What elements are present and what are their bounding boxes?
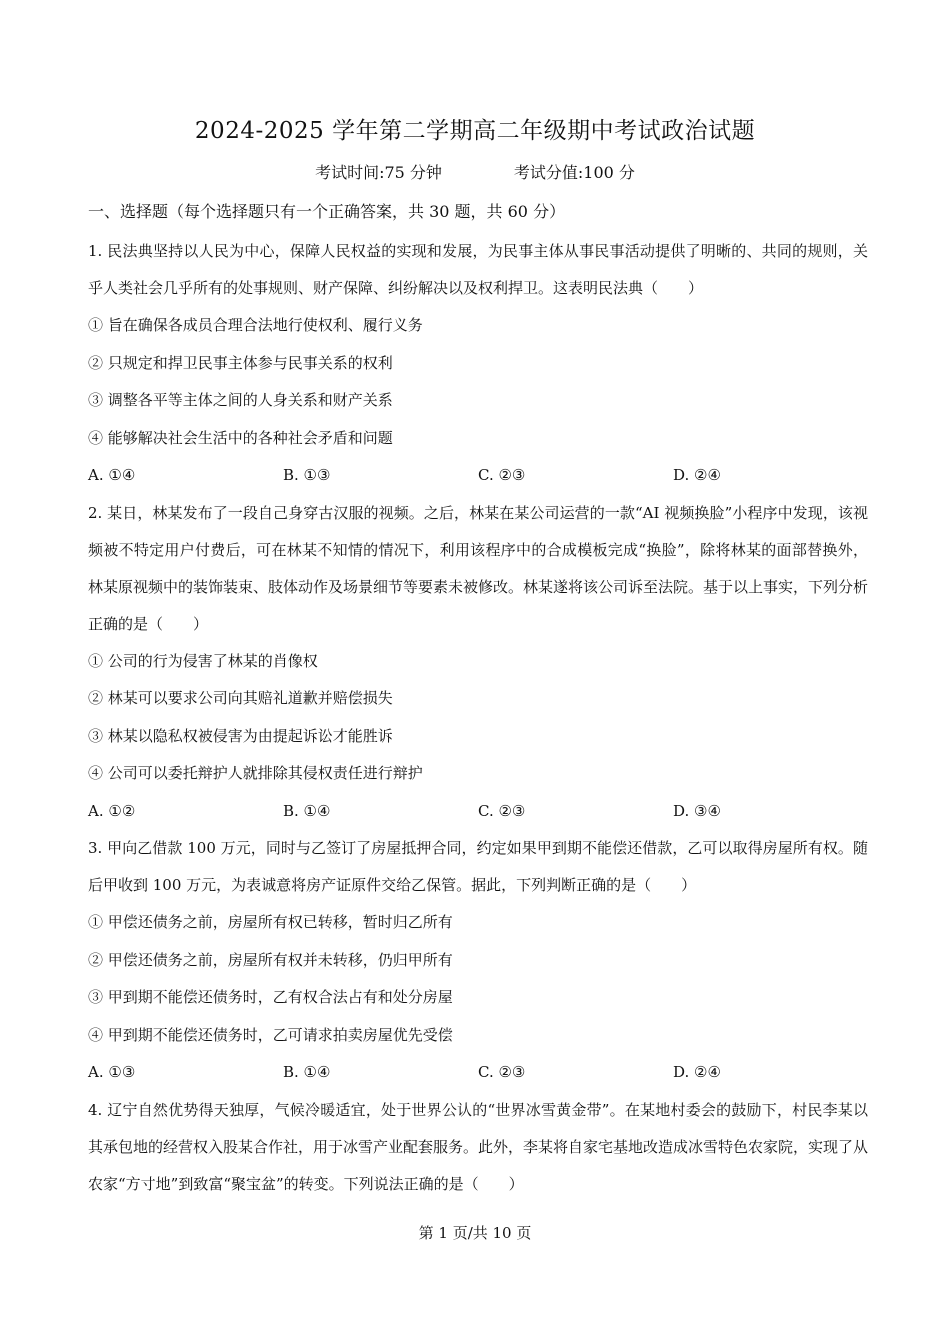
question-4: [88, 1092, 868, 1203]
choice-c: C. ②③: [478, 1063, 526, 1081]
option-statement: ② 林某可以要求公司向其赔礼道歉并赔偿损失: [88, 689, 393, 707]
option-statement: ④ 甲到期不能偿还债务时，乙可请求拍卖房屋优先受偿: [88, 1025, 453, 1044]
exam-content: [88, 196, 868, 1203]
question-2: [88, 495, 868, 831]
option-statement: ① 甲偿还债务之前，房屋所有权已转移，暂时归乙所有: [88, 913, 453, 931]
section-heading: 一、选择题（每个选择题只有一个正确答案，共 30 题，共 60 分）: [88, 202, 566, 221]
question-stem: 4. 辽宁自然优势得天独厚，气候冷暖适宜，处于世界公认的“世界冰雪黄金带”。在某地村委会的鼓励下，村民李某以其承包地的经营权入股某合作社，用于冰雪产业配套服务。此外，李某将自家宅基地改造成冰雪特色农家院，实现了从农家“方寸地”到致富“聚宝盆”的转变。下列说法正确的是（ ）: [88, 1100, 869, 1193]
exam-meta: [0, 160, 950, 183]
choice-d: D. ②④: [673, 466, 721, 484]
exam-score: 考试分值:100 分: [513, 163, 635, 182]
exam-time: 考试时间:75 分钟: [315, 163, 442, 182]
option-statement: ③ 调整各平等主体之间的人身关系和财产关系: [88, 391, 393, 409]
choice-c: C. ②③: [478, 801, 526, 820]
choice-c: C. ②③: [478, 466, 526, 484]
choice-a: A. ①③: [88, 1063, 136, 1081]
page-footer: 第 1 页/共 10 页: [418, 1224, 532, 1242]
option-statement: ① 公司的行为侵害了林某的肖像权: [88, 651, 318, 670]
choice-b: B. ①④: [283, 801, 331, 820]
choice-b: B. ①④: [283, 1063, 331, 1081]
choice-a: A. ①②: [88, 801, 136, 820]
answer-choices: [88, 457, 868, 495]
option-statement: ③ 甲到期不能偿还债务时，乙有权合法占有和处分房屋: [88, 988, 453, 1006]
question-3: [88, 830, 868, 1092]
option-statement: ④ 能够解决社会生活中的各种社会矛盾和问题: [88, 428, 393, 447]
choice-d: D. ②④: [673, 1063, 721, 1081]
question-stem: 3. 甲向乙借款 100 万元，同时与乙签订了房屋抵押合同，约定如果甲到期不能偿还借款，乙可以取得房屋所有权。随后甲收到 100 万元，为表诚意将房产证原件交给乙保管。据此，下列判断正确的是（ ）: [88, 839, 868, 894]
option-statement: ② 只规定和捍卫民事主体参与民事关系的权利: [88, 353, 393, 372]
option-statement: ③ 林某以隐私权被侵害为由提起诉讼才能胜诉: [88, 726, 393, 745]
option-statement: ② 甲偿还债务之前，房屋所有权并未转移，仍归甲所有: [88, 950, 453, 969]
choice-d: D. ③④: [673, 801, 721, 820]
exam-title: 2024-2025 学年第二学期高二年级期中考试政治试题: [194, 118, 756, 144]
choice-a: A. ①④: [88, 466, 136, 484]
question-stem: 1. 民法典坚持以人民为中心，保障人民权益的实现和发展，为民事主体从事民事活动提供了明晰的、共同的规则，关乎人类社会几乎所有的处事规则、财产保障、纠纷解决以及权利捍卫。这表明民法典（ ）: [88, 242, 868, 297]
option-statement: ④ 公司可以委托辩护人就排除其侵权责任进行辩护: [88, 764, 423, 782]
answer-choices: [88, 1054, 868, 1092]
question-stem: 2. 某日，林某发布了一段自己身穿古汉服的视频。之后，林某在某公司运营的一款“AI 视频换脸”小程序中发现，该视频被不特定用户付费后，可在林某不知情的情况下，利用该程序中的合成模板完成“换脸”，除将林某的面部替换外，林某原视频中的装饰装束、肢体动作及场景细节等要素未被修改。林某遂将该公司诉至法院。基于以上事实，下列分析正确的是（ ）: [88, 503, 869, 633]
choice-b: B. ①③: [283, 466, 331, 484]
question-1: [88, 233, 868, 495]
option-statement: ① 旨在确保各成员合理合法地行使权利、履行义务: [88, 316, 423, 334]
answer-choices: [88, 793, 868, 831]
